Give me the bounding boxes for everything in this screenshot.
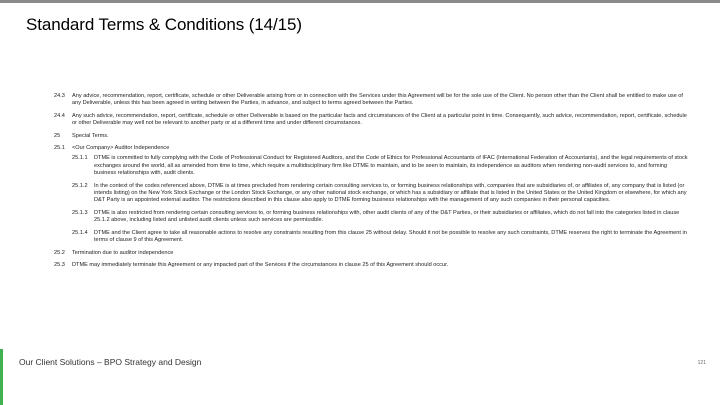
clause-25-3	[54, 262, 690, 269]
clause-25-1	[54, 145, 690, 152]
page-number: 121	[697, 360, 706, 366]
clause-text: Any advice, recommendation, report, certificate, schedule or other Deliverable arising from or in connection with the Services under this Agreement will be for the sole use of the Client. No person other than the Client shall be entitled to make use of any Deliverable, unless this has been agreed in writing between the Parties, in advance, and subject to terms agreed between the Parties.	[72, 93, 683, 107]
clause-number: 25.1	[54, 145, 65, 152]
clause-text: Special Terms.	[72, 132, 109, 139]
clause-number: 25.1.3	[72, 209, 88, 216]
clause-24-4	[54, 113, 690, 128]
top-rule	[0, 0, 720, 3]
clause-text: DTME and the Client agree to take all reasonable actions to resolve any constraints resulting from this clause 25 without delay. Should it not be possible to resolve any such constraints, DTME reserves the right to terminate the Agreement in terms of clause 9 of this Agreement.	[94, 229, 687, 244]
clause-number: 25	[54, 132, 61, 139]
clause-number: 25.3	[54, 261, 65, 268]
clause-25-2	[54, 250, 690, 257]
clause-number: 24.3	[54, 93, 65, 99]
clause-text: In the context of the codes referenced above, DTME is at times precluded from rendering certain consulting services to, or forming business relationships with, companies that are subsidiaries of, or affiliates of, any company that is listed (or intends listing) on the New York Stock Exchange or the London Stock Exchange, or any other national stock exchange, or which has a subsidiary or affiliate that is listed in the United States or the United Kingdom or elsewhere, for which any D&T Party is an appointed external auditor. The restrictions described in this clause also apply to DTME forming business relationships with the management of any such companies in their personal capacities.	[94, 182, 687, 204]
clause-25-1-4	[54, 230, 690, 245]
footer-text: Our Client Solutions – BPO Strategy and Design	[19, 357, 202, 367]
clause-text: DTME is committed to fully complying with the Code of Professional Conduct for Registered Auditors, and the Code of Ethics for Professional Accountants of IFAC (International Federation of Accountants), and the legal requirements of stock exchanges around the world, all as amended from time to time, which require a multidisciplinary firm like DTME to maintain, and to be seen to maintain, its independence as auditors when rendering non-audit services to, and forming business relationships with, audit clients.	[94, 155, 688, 177]
clause-number: 25.1.4	[72, 229, 88, 236]
footer-accent-bar	[0, 349, 3, 405]
clause-25-1-1	[54, 155, 690, 177]
clause-25	[54, 133, 690, 140]
page-title: Standard Terms & Conditions (14/15)	[26, 15, 302, 34]
clause-25-1-3	[54, 210, 690, 225]
clause-number: 25.1.1	[72, 155, 88, 162]
clause-text: <Our Company> Auditor Independence	[72, 145, 170, 152]
clause-text: DTME is also restricted from rendering certain consulting services to, or forming business relationships with, other audit clients of any of the D&T Parties, or their subsidiaries or affiliates, which do not fall into the categories listed in clause 25.1.2 above, including listed and unlisted audit clients unless such services are permissible.	[94, 209, 680, 224]
clause-24-3	[54, 93, 690, 108]
clause-text: Any such advice, recommendation, report, certificate, schedule or other Deliverable is based on the particular facts and circumstances of the Client at a particular point in time. Consequently, such advice, recommendation, report, certificate, schedule or other Deliverable may well not be relevant to another party or at a different time and under different circumstances.	[72, 112, 687, 127]
terms-content	[54, 93, 690, 269]
clause-text: DTME may immediately terminate this Agreement or any impacted part of the Services if the circumstances in clause 25 of this Agreement should occur.	[72, 261, 449, 268]
clause-text: Termination due to auditor independence	[72, 249, 174, 256]
clause-number: 25.1.2	[72, 182, 88, 189]
clause-number: 25.2	[54, 249, 65, 256]
clause-25-1-2	[54, 183, 690, 205]
clause-number: 24.4	[54, 112, 65, 119]
